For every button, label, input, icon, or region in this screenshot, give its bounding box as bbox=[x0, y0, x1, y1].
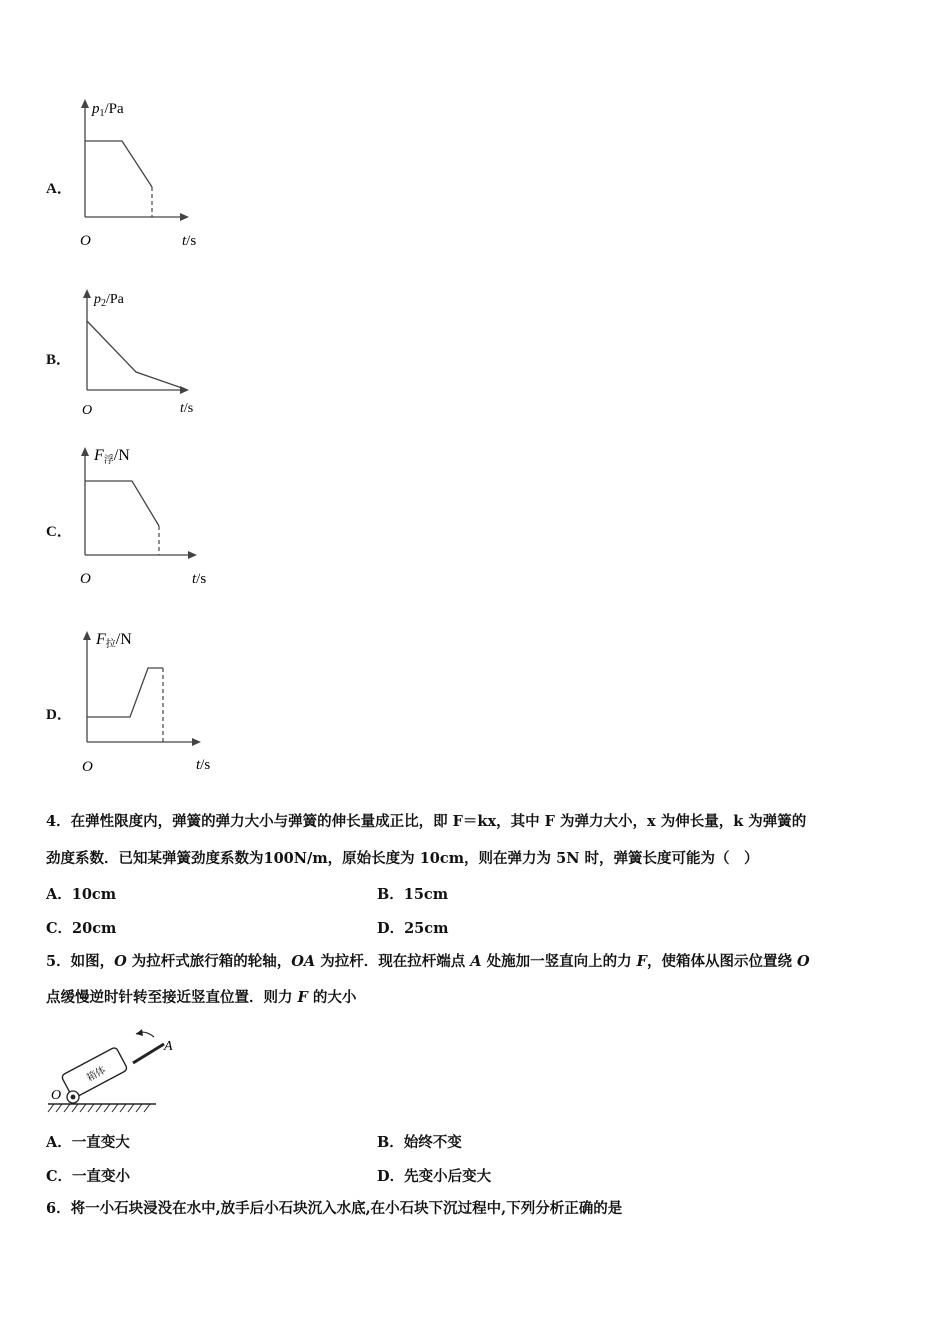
svg-text:F拉/N bbox=[95, 631, 132, 650]
graph-d-origin: O bbox=[82, 759, 93, 775]
graph-c-y-sub: 浮 bbox=[103, 455, 114, 466]
q5-option-d[interactable]: D．先变小后变大 bbox=[377, 1168, 492, 1185]
q4-option-d[interactable]: D．25cm bbox=[377, 920, 449, 937]
graph-b-x-unit: /s bbox=[183, 401, 194, 416]
svg-text:p1/Pa bbox=[91, 101, 124, 119]
graph-d-tension-force bbox=[70, 622, 230, 777]
q5-l1-o2: O bbox=[797, 953, 810, 970]
q6-stem-line1: 6．将一小石块浸没在水中,放手后小石块沉入水底,在小石块下沉过程中,下列分析正确的是 bbox=[46, 1200, 623, 1217]
graph-c-y-unit: /N bbox=[113, 447, 130, 464]
q5-l2-f: F bbox=[297, 989, 308, 1006]
graph-b-origin: O bbox=[82, 403, 93, 418]
q4-option-c[interactable]: C．20cm bbox=[46, 920, 117, 937]
q5-stem-line1 bbox=[46, 952, 810, 972]
q5-l1-a: 5．如图， bbox=[46, 953, 115, 970]
q5-l1-oa: OA bbox=[291, 953, 316, 970]
q5-l1-o1: O bbox=[114, 953, 127, 970]
graph-a-y-var: p bbox=[92, 101, 100, 117]
q5-option-a[interactable]: A．一直变大 bbox=[46, 1134, 130, 1151]
q5-l1-d: 处施加一竖直向上的力 bbox=[481, 953, 637, 970]
graph-c-y-var: F bbox=[94, 447, 104, 464]
graph-d-y-var: F bbox=[96, 631, 106, 648]
graph-c-buoyancy-force bbox=[70, 440, 230, 590]
svg-text:t/s bbox=[182, 233, 196, 249]
q5-stem-line2 bbox=[46, 988, 356, 1008]
graph-a-origin: O bbox=[80, 233, 91, 249]
q5-l2-a: 点缓慢逆时针转至接近竖直位置．则力 bbox=[46, 989, 298, 1006]
graph-a-x-var: t bbox=[182, 233, 187, 249]
graph-b-x-var: t bbox=[180, 401, 184, 416]
graph-b-pressure-p2 bbox=[70, 285, 220, 420]
graph-b-y-var: p bbox=[94, 292, 101, 307]
graph-c-x-var: t bbox=[192, 571, 197, 587]
option-c-label: C． bbox=[46, 524, 72, 540]
q4-stem-line2: 劲度系数．已知某弹簧劲度系数为100N/m，原始长度为 10cm，则在弹力为 5N 时，弹簧长度可能为（ ） bbox=[46, 850, 759, 867]
q4-stem-line1: 4．在弹性限度内，弹簧的弹力大小与弹簧的伸长量成正比，即 F＝kx，其中 F 为弹力大小，x 为伸长量，k 为弹簧的 bbox=[46, 813, 807, 830]
q5-suitcase-figure bbox=[44, 1020, 174, 1115]
svg-text:p2/Pa bbox=[93, 292, 125, 309]
q5-option-c[interactable]: C．一直变小 bbox=[46, 1168, 131, 1185]
svg-text:t/s bbox=[180, 401, 193, 416]
graph-a-x-unit: /s bbox=[186, 233, 197, 249]
q5-l1-b: 为拉杆式旅行箱的轮轴， bbox=[126, 953, 292, 970]
graph-d-x-var: t bbox=[196, 757, 201, 773]
q5-box-text: 箱体 bbox=[85, 1064, 108, 1084]
graph-d-y-unit: /N bbox=[115, 631, 132, 648]
graph-a-y-sub: 1 bbox=[99, 108, 105, 119]
q5-label-a: A bbox=[164, 1039, 173, 1054]
q4-option-a[interactable]: A．10cm bbox=[46, 886, 117, 903]
svg-text:t/s bbox=[192, 571, 206, 587]
option-a-label: A． bbox=[46, 181, 72, 197]
q5-l1-c: 为拉杆．现在拉杆端点 bbox=[315, 953, 471, 970]
q5-l1-f: F bbox=[636, 953, 647, 970]
q5-l1-a2: A bbox=[470, 953, 482, 970]
svg-text:F浮/N bbox=[93, 447, 130, 466]
graph-a-y-unit: /Pa bbox=[104, 101, 124, 117]
q5-l1-e: ，使箱体从图示位置绕 bbox=[646, 953, 798, 970]
graph-c-x-unit: /s bbox=[196, 571, 207, 587]
graph-d-x-unit: /s bbox=[200, 757, 211, 773]
graph-d-y-sub: 拉 bbox=[105, 639, 116, 650]
svg-text:t/s bbox=[196, 757, 210, 773]
q5-option-b[interactable]: B．始终不变 bbox=[377, 1134, 462, 1151]
graph-b-y-unit: /Pa bbox=[106, 292, 124, 307]
option-b-label: B． bbox=[46, 352, 72, 368]
q4-option-b[interactable]: B．15cm bbox=[377, 886, 449, 903]
q5-l2-b: 的大小 bbox=[307, 989, 357, 1006]
option-d-label: D． bbox=[46, 707, 72, 723]
q5-label-o: O bbox=[51, 1088, 62, 1103]
graph-a-pressure-p1 bbox=[70, 95, 220, 255]
graph-b-y-sub: 2 bbox=[101, 298, 106, 309]
graph-c-origin: O bbox=[80, 571, 91, 587]
